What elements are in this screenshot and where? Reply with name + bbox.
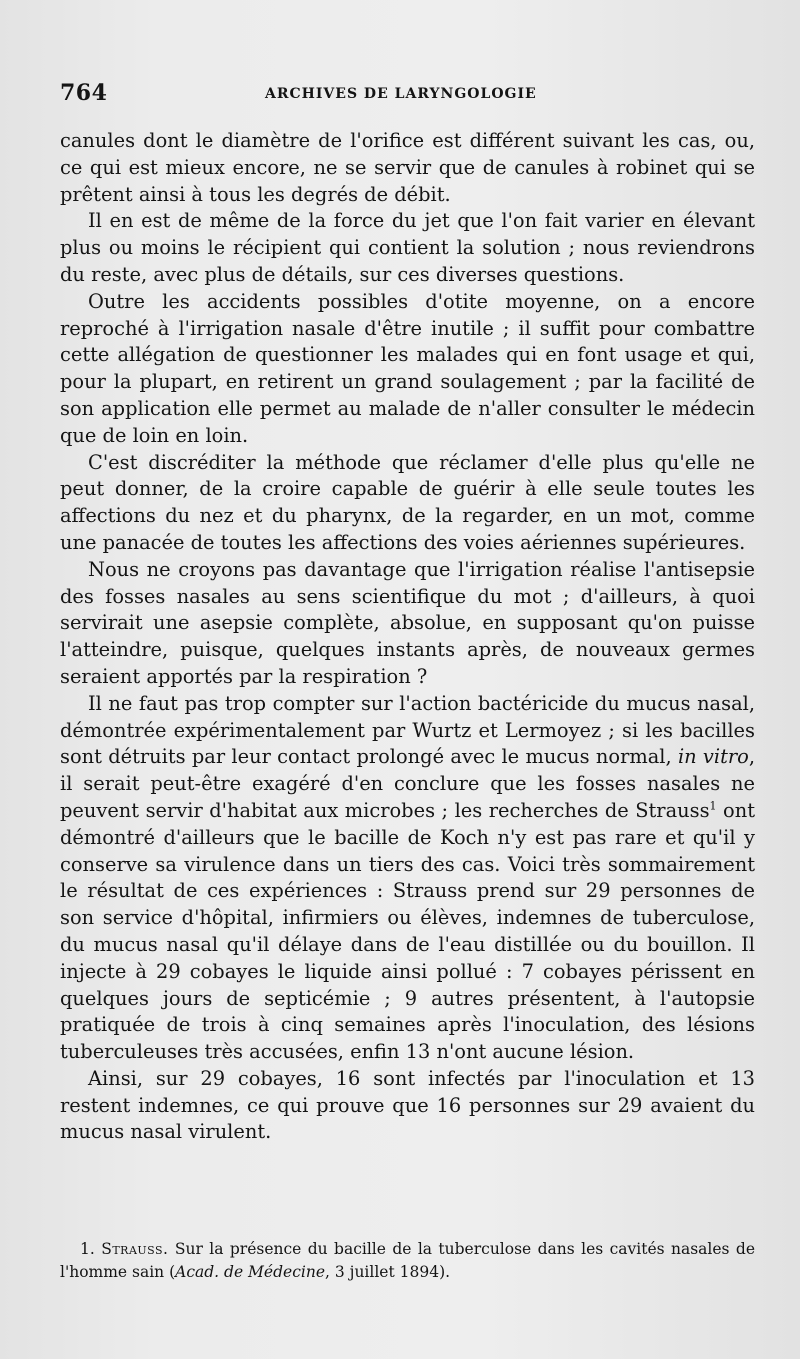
paragraph-7: Ainsi, sur 29 cobayes, 16 sont infectés par l'inoculation et 13 restent indemnes, ce qui prouve que 16 personnes sur 29 avaient du mucus nasal virulent. (60, 1066, 755, 1144)
footnote-text: Sur la présence du bacille de la tuberculose dans les cavités nasales de l'homme sain ( (60, 1240, 755, 1281)
paragraph-3: Outre les accidents possibles d'otite moyenne, on a encore reproché à l'irrigation nasale d'être inutile ; il suffit pour combattre cette allégation de questionner les malades qui en font usage et qui, pour la plupart, en retirent un grand soulagement ; par la facilité de son application elle permet au malade de n'aller consulter le médecin que de loin en loin. (60, 289, 755, 447)
italic-in-vitro: in vitro (677, 745, 749, 769)
paragraph-5: Nous ne croyons pas davantage que l'irrigation réalise l'antisepsie des fosses nasales au sens scientifique du mot ; d'ailleurs, à quoi servirait une asepsie complète, absolue, en supposant qu'on puisse l'atteindre, puisque, quelques instants après, de nouveaux germes seraient apportés par la respiration ? (60, 557, 755, 688)
footnote-source: Acad. de Médecine (175, 1263, 325, 1281)
footnote-date: , 3 juillet 1894). (325, 1263, 451, 1281)
footnote-reference: 1 (709, 799, 717, 813)
page-header (60, 80, 755, 110)
footnote-number: 1. (80, 1240, 95, 1258)
paragraph-6 (60, 691, 755, 1066)
paragraph-6-part-a: Il ne faut pas trop compter sur l'action bactéricide du mucus nasal, démontrée expérimentalement par Wurtz et Lermoyez ; si les bacilles sont détruits par leur contact prolongé avec le mucus normal, (60, 691, 755, 769)
paragraph-6-part-b: , il serait peut-être exagéré d'en conclure que les fosses nasales ne peuvent servir d'habitat aux microbes ; les recherches de Strauss (60, 745, 755, 822)
page-number: 764 (60, 80, 108, 106)
paragraph-4: C'est discréditer la méthode que réclamer d'elle plus qu'elle ne peut donner, de la croire capable de guérir à elle seule toutes les affections du nez et du pharynx, de la regarder, en un mot, comme une panacée de toutes les affections des voies aériennes supérieures. (60, 450, 755, 554)
paragraph-6-part-c: ont démontré d'ailleurs que le bacille de Koch n'y est pas rare et qu'il y conserve sa virulence dans un tiers des cas. Voici très sommairement le résultat de ces expériences : Strauss prend sur 29 personnes de son service d'hôpital, infirmiers ou élèves, indemnes de tuberculose, du mucus nasal qu'il délaye dans de l'eau distillée ou du bouillon. Il injecte à 29 cobayes le liquide ainsi pollué : 7 cobayes périssent en quelques jours de septicémie ; 9 autres présentent, à l'autopsie pratiquée de trois à cinq semaines après l'inoculation, des lésions tuberculeuses très accusées, enfin 13 n'ont aucune lésion. (60, 798, 755, 1064)
footnote (60, 1238, 755, 1284)
paragraph-1: canules dont le diamètre de l'orifice est différent suivant les cas, ou, ce qui est mieux encore, ne se servir que de canules à robinet qui se prêtent ainsi à tous les degrés de débit. (60, 129, 755, 206)
body-text (60, 128, 755, 1146)
paragraph-2: Il en est de même de la force du jet que l'on fait varier en élevant plus ou moins le récipient qui contient la solution ; nous reviendrons du reste, avec plus de détails, sur ces diverses questions. (60, 209, 755, 286)
running-head: ARCHIVES DE LARYNGOLOGIE (265, 86, 537, 102)
footnote-author: Strauss. (101, 1240, 169, 1258)
